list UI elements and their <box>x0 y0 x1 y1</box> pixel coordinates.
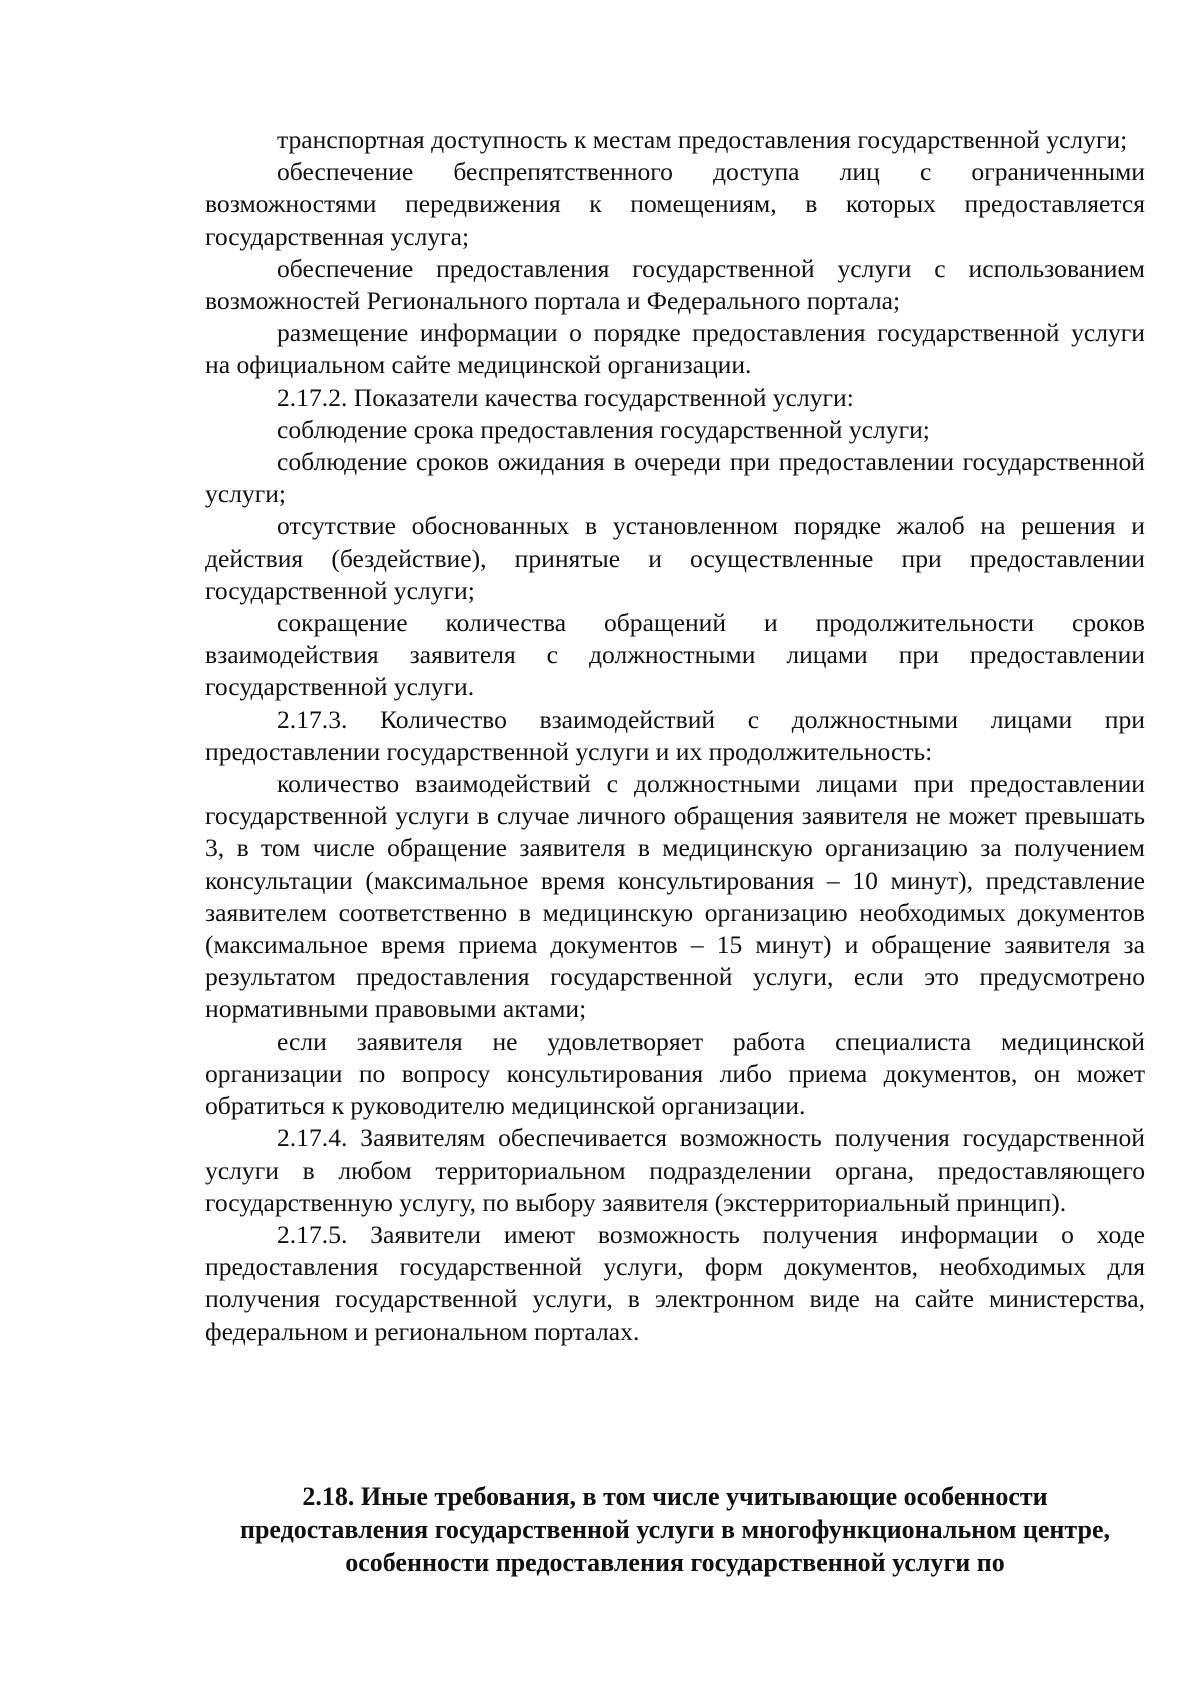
paragraph-info-placement: размещение информации о порядке предоставления государственной услуги на официальном сайте медицинской организации. <box>205 318 1145 380</box>
paragraph-deadline-compliance: соблюдение срока предоставления государственной услуги; <box>277 414 930 444</box>
paragraph-reduce-interactions: сокращение количества обращений и продолжительности сроков взаимодействия заявителя с должностными лицами при предоставлении государственной услуги. <box>205 608 1145 702</box>
paragraph-no-complaints: отсутствие обоснованных в установленном порядке жалоб на решения и действия (бездействие), принятые и осуществленные при предоставлении государственной услуги; <box>205 511 1145 605</box>
paragraph-transport-access: транспортная доступность к местам предоставления государственной услуги; <box>277 125 1128 154</box>
paragraph-queue-time-compliance: соблюдение сроков ожидания в очереди при предоставлении государственной услуги; <box>205 447 1145 509</box>
document-body <box>205 124 1145 1348</box>
paragraph-2-17-5-information: 2.17.5. Заявители имеют возможность получения информации о ходе предоставления государственной услуги, форм документов, необходимых для получения государственной услуги, в электронном виде на сайте министерства, федеральном и региональном порталах. <box>205 1219 1145 1346</box>
section-heading-2-18: 2.18. Иные требования, в том числе учитывающие особенности предоставления государственной услуги в многофункциональном центре, особенности предоставления государственной услуги по <box>239 1482 1111 1577</box>
paragraph-appeal-to-head: если заявителя не удовлетворяет работа специалиста медицинской организации по вопросу консультирования либо приема документов, он может обратиться к руководителю медицинской организации. <box>205 1026 1145 1121</box>
paragraph-interaction-count: количество взаимодействий с должностными лицами при предоставлении государственной услуги в случае личного обращения заявителя не может превышать 3, в том числе обращение заявителя в медицинскую организацию за получением консультации (максимальное время консультирования – 10 минут), представление заявителем соответственно в медицинскую организацию необходимых документов (максимальное время приема документов – 15 минут) и обращение заявителя за результатом предоставления государственной услуги, если это предусмотрено нормативными правовыми актами; <box>205 769 1145 1024</box>
paragraph-portal-usage: обеспечение предоставления государственной услуги с использованием возможностей Регионального портала и Федерального портала; <box>205 253 1145 316</box>
paragraph-2-17-3-interactions: 2.17.3. Количество взаимодействий с должностными лицами при предоставлении государственной услуги и их продолжительность: <box>205 704 1145 766</box>
paragraph-2-17-4-extraterritorial: 2.17.4. Заявителям обеспечивается возможность получения государственной услуги в любом территориальном подразделении органа, предоставляющего государственную услугу, по выбору заявителя (экстерриториальный принцип). <box>205 1123 1145 1217</box>
paragraph-2-17-2-quality-indicators: 2.17.2. Показатели качества государственной услуги: <box>277 382 854 412</box>
paragraph-barrier-free-access: обеспечение беспрепятственного доступа лиц с ограниченными возможностями передвижения к помещениям, в которых предоставляется государственная услуга; <box>205 157 1145 251</box>
